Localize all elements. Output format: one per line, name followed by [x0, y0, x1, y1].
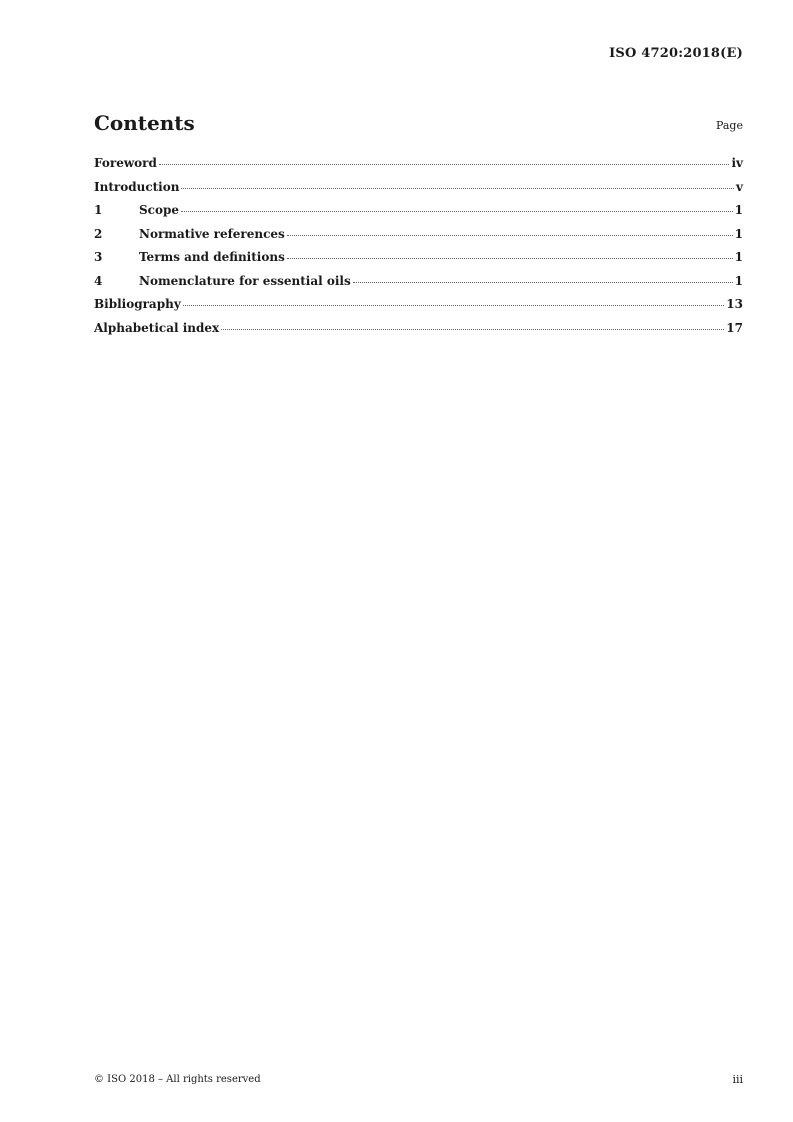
page-number: iii [732, 1073, 743, 1086]
toc-entry-page: 1 [734, 250, 743, 264]
dot-leader [159, 164, 730, 165]
toc-entry-page: 1 [734, 273, 743, 288]
toc-entry-number: 4 [94, 273, 103, 288]
dot-leader [287, 235, 733, 236]
toc-entry-terms-and-definitions[interactable] [94, 250, 743, 274]
contents-heading: Contents [94, 111, 195, 135]
toc-entry-number: 1 [94, 203, 103, 217]
toc-entry-nomenclature[interactable] [94, 274, 743, 298]
toc-entry-alphabetical-index[interactable] [94, 321, 743, 345]
dot-leader [221, 329, 724, 330]
dot-leader [183, 305, 725, 306]
toc-entry-title: Scope [139, 203, 180, 217]
toc-entry-foreword[interactable] [94, 156, 743, 180]
dot-leader [287, 258, 733, 259]
toc-entry-bibliography[interactable] [94, 297, 743, 321]
toc-entry-title: Terms and definitions [139, 250, 285, 264]
toc-entry-normative-references[interactable] [94, 227, 743, 251]
toc-entry-page: 1 [734, 203, 743, 217]
toc-entry-page: iv [731, 156, 743, 170]
toc-entry-number: 3 [94, 250, 103, 264]
toc-entry-title: Introduction [94, 179, 180, 194]
toc-entry-title: Normative references [139, 226, 285, 241]
toc-entry-introduction[interactable] [94, 180, 743, 204]
toc-entry-scope[interactable] [94, 203, 743, 227]
toc-entry-page: v [736, 179, 743, 194]
page-column-label: Page [715, 119, 743, 132]
toc-entry-page: 17 [726, 320, 743, 335]
toc-entry-number: 2 [94, 226, 103, 241]
dot-leader [181, 188, 734, 189]
dot-leader [353, 282, 733, 283]
document-id: ISO 4720:2018(E) [609, 46, 743, 61]
toc-entry-title: Foreword [94, 156, 157, 170]
toc-entry-page: 13 [726, 297, 743, 311]
copyright-notice: © ISO 2018 – All rights reserved [94, 1074, 261, 1085]
toc-entry-page: 1 [734, 226, 743, 241]
table-of-contents [94, 156, 743, 344]
toc-entry-title: Alphabetical index [94, 320, 220, 335]
dot-leader [181, 211, 733, 212]
toc-entry-title: Nomenclature for essential oils [139, 273, 351, 288]
toc-entry-title: Bibliography [94, 297, 181, 311]
